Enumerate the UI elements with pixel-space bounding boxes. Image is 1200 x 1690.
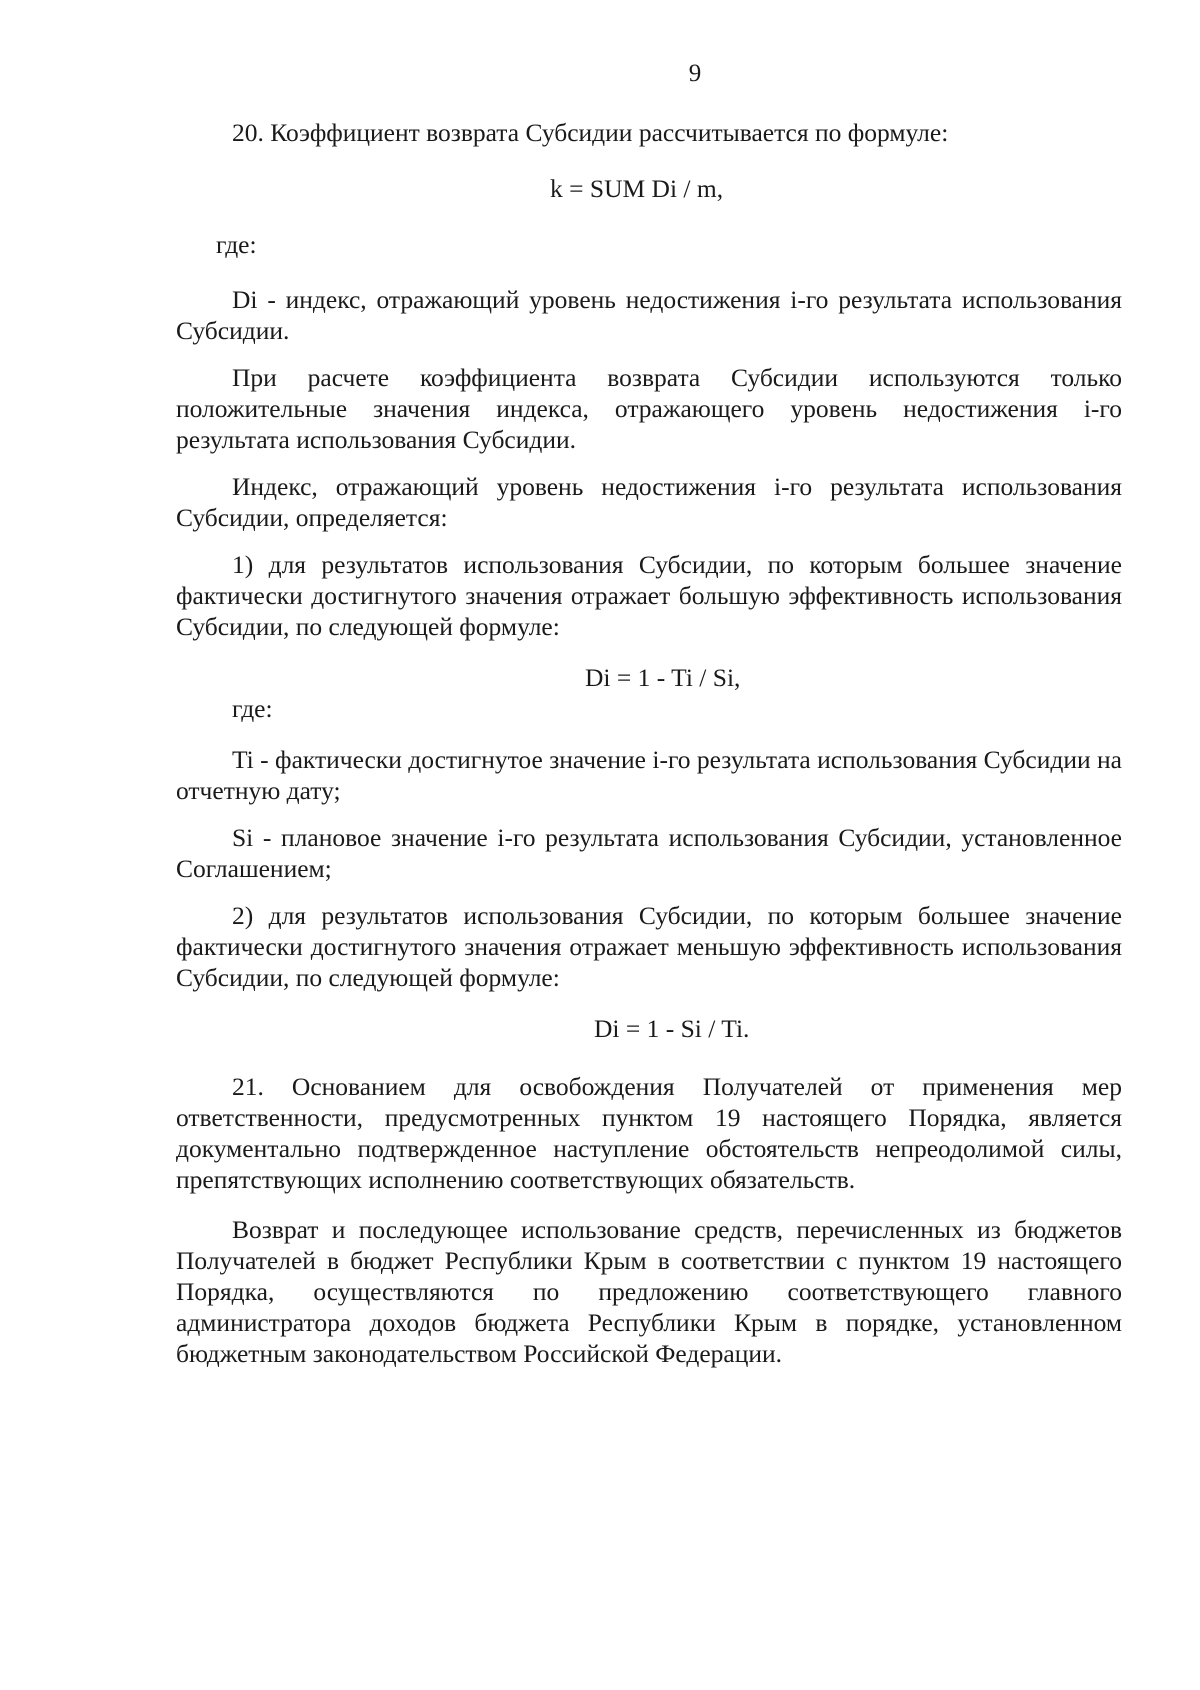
refund-paragraph: Возврат и последующее использование средств, перечисленных из бюджетов Получателей в бюджет Республики Крым в соответствии с пунктом 19 настоящего Порядка, осуществляются по предложению соответствующего главного администратора доходов бюджета Республики Крым в порядке, установленном бюджетным законодательством Российской Федерации.: [176, 1215, 1122, 1368]
formula-k: k = SUM Di / m,: [550, 174, 724, 203]
di-definition: Di - индекс, отражающий уровень недостижения i-го результата использования Субсидии.: [176, 285, 1122, 345]
paragraph-21: 21. Основанием для освобождения Получателей от применения мер ответственности, предусмотренных пунктом 19 настоящего Порядка, является документально подтвержденное наступление обстоятельств непреодолимой силы, препятствующих исполнению соответствующих обязательств.: [176, 1072, 1122, 1194]
where-label-2: где:: [232, 694, 273, 723]
index-defined-paragraph: Индекс, отражающий уровень недостижения i-го результата использования Субсидии, определяется:: [176, 472, 1122, 532]
ti-definition: Ti - фактически достигнутое значение i-го результата использования Субсидии на отчетную дату;: [176, 745, 1122, 805]
positive-values-paragraph: При расчете коэффициента возврата Субсидии используются только положительные значения индекса, отражающего уровень недостижения i-го результата использования Субсидии.: [176, 363, 1122, 454]
case-1-paragraph: 1) для результатов использования Субсидии, по которым большее значение фактически достигнутого значения отражает большую эффективность использования Субсидии, по следующей формуле:: [176, 550, 1122, 641]
formula-2: Di = 1 - Si / Ti.: [594, 1014, 750, 1043]
page-number: 9: [688, 60, 702, 87]
formula-1: Di = 1 - Ti / Si,: [585, 663, 741, 692]
case-2-paragraph: 2) для результатов использования Субсидии, по которым большее значение фактически достигнутого значения отражает меньшую эффективность использования Субсидии, по следующей формуле:: [176, 901, 1122, 992]
paragraph-20: 20. Коэффициент возврата Субсидии рассчитывается по формуле:: [232, 118, 949, 147]
si-definition: Si - плановое значение i-го результата использования Субсидии, установленное Соглашением;: [176, 823, 1122, 883]
document-body: [176, 117, 1122, 1369]
where-label-1: где:: [216, 230, 257, 259]
